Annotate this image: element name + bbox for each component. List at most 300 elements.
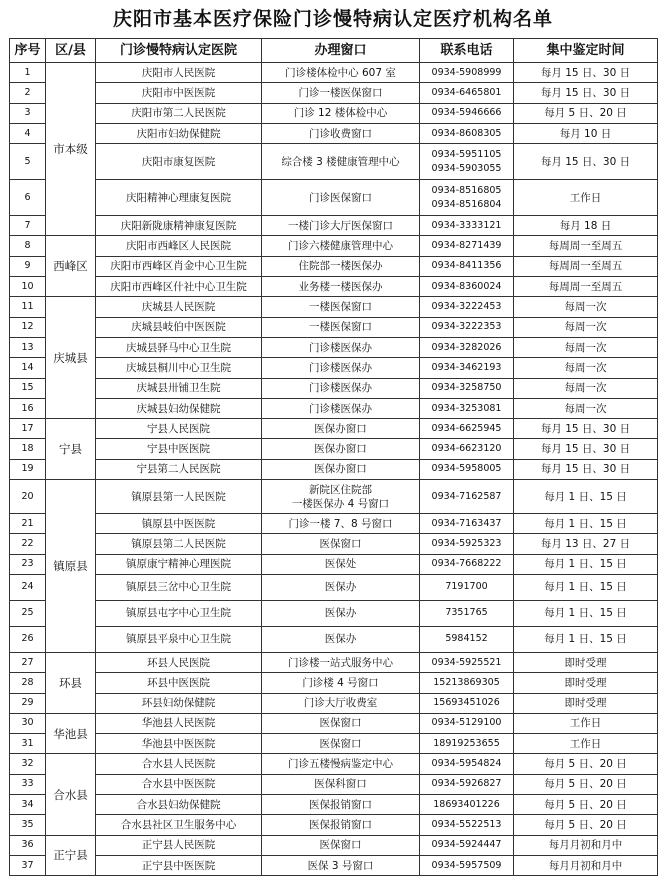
table-row — [10, 103, 658, 123]
hospital-cell: 庆城县驿马中心卫生院 — [96, 337, 262, 357]
hospital-cell: 庆城县桐川中心卫生院 — [96, 358, 262, 378]
window-line: 门诊楼一站式服务中心 — [288, 656, 393, 669]
window-cell — [262, 835, 420, 855]
table-row — [10, 574, 658, 600]
phone-line: 0934-8360024 — [431, 280, 502, 292]
window-cell — [262, 673, 420, 693]
time-cell: 工作日 — [514, 734, 658, 754]
window-line: 医保办窗口 — [314, 463, 367, 476]
phone-cell — [420, 534, 514, 554]
seq-cell: 35 — [10, 815, 46, 835]
seq-cell: 33 — [10, 774, 46, 794]
seq-cell: 37 — [10, 855, 46, 875]
phone-cell — [420, 713, 514, 733]
seq-cell: 21 — [10, 514, 46, 534]
window-cell — [262, 734, 420, 754]
window-cell — [262, 123, 420, 143]
window-line: 医保窗口 — [319, 737, 362, 750]
window-line: 门诊楼医保办 — [309, 382, 372, 395]
hospital-cell: 镇原县屯字中心卫生院 — [96, 600, 262, 626]
window-cell — [262, 713, 420, 733]
window-cell — [262, 236, 420, 256]
window-cell — [262, 83, 420, 103]
hospital-cell: 镇原康宁精神心理医院 — [96, 554, 262, 574]
phone-line: 0934-5957509 — [431, 859, 502, 871]
window-cell — [262, 514, 420, 534]
table-row — [10, 600, 658, 626]
header-county: 区/县 — [46, 39, 96, 63]
phone-cell — [420, 673, 514, 693]
seq-cell: 28 — [10, 673, 46, 693]
phone-cell — [420, 734, 514, 754]
phone-line: 0934-5926827 — [431, 778, 502, 790]
page-title: 庆阳市基本医疗保险门诊慢特病认定医疗机构名单 — [112, 8, 553, 30]
window-line: 医保办 — [324, 633, 357, 646]
phone-line: 0934-3222353 — [431, 321, 502, 333]
seq-cell: 19 — [10, 459, 46, 479]
hospital-cell: 正宁县中医医院 — [96, 855, 262, 875]
window-line: 门诊六楼健康管理中心 — [288, 240, 393, 253]
window-line: 门诊一楼 7、8 号窗口 — [288, 517, 393, 530]
window-line: 医保报销窗口 — [309, 798, 372, 811]
seq-cell: 34 — [10, 795, 46, 815]
seq-cell: 17 — [10, 419, 46, 439]
seq-cell: 24 — [10, 574, 46, 600]
hospital-cell: 庆阳市妇幼保健院 — [96, 123, 262, 143]
window-line: 医保 3 号窗口 — [307, 859, 374, 872]
window-cell — [262, 180, 420, 216]
window-cell — [262, 754, 420, 774]
seq-cell: 25 — [10, 600, 46, 626]
hospital-cell: 庆阳新陇康精神康复医院 — [96, 216, 262, 236]
table-row — [10, 317, 658, 337]
window-cell — [262, 337, 420, 357]
window-cell — [262, 256, 420, 276]
table-row — [10, 337, 658, 357]
phone-cell — [420, 835, 514, 855]
phone-cell — [420, 144, 514, 180]
time-cell: 每周一次 — [514, 378, 658, 398]
hospital-cell: 环县妇幼保健院 — [96, 693, 262, 713]
table-row — [10, 795, 658, 815]
phone-cell — [420, 514, 514, 534]
window-cell — [262, 652, 420, 672]
phone-cell — [420, 256, 514, 276]
county-cell: 西峰区 — [46, 236, 96, 297]
time-cell: 每月 5 日、20 日 — [514, 774, 658, 794]
phone-cell — [420, 693, 514, 713]
phone-line: 0934-8608305 — [431, 127, 502, 139]
hospital-cell: 镇原县中医医院 — [96, 514, 262, 534]
seq-cell: 22 — [10, 534, 46, 554]
table-row — [10, 754, 658, 774]
window-line: 业务楼一楼医保办 — [298, 280, 383, 293]
table-row — [10, 534, 658, 554]
header-time: 集中鉴定时间 — [514, 39, 658, 63]
county-cell: 华池县 — [46, 713, 96, 754]
header-phone: 联系电话 — [420, 39, 514, 63]
county-cell: 市本级 — [46, 63, 96, 236]
phone-line: 5984152 — [445, 633, 488, 645]
phone-line: 0934-3333121 — [431, 219, 502, 231]
phone-cell — [420, 459, 514, 479]
time-cell: 每周周一至周五 — [514, 277, 658, 297]
phone-cell — [420, 358, 514, 378]
table-row — [10, 734, 658, 754]
hospital-cell: 环县人民医院 — [96, 652, 262, 672]
window-cell — [262, 480, 420, 514]
phone-cell — [420, 297, 514, 317]
time-cell: 工作日 — [514, 180, 658, 216]
seq-cell: 3 — [10, 103, 46, 123]
phone-cell — [420, 317, 514, 337]
window-cell — [262, 554, 420, 574]
hospital-cell: 华池县人民医院 — [96, 713, 262, 733]
window-cell — [262, 378, 420, 398]
time-cell: 每月 1 日、15 日 — [514, 600, 658, 626]
hospital-cell: 镇原县三岔中心卫生院 — [96, 574, 262, 600]
time-cell: 每月 13 日、27 日 — [514, 534, 658, 554]
window-cell — [262, 103, 420, 123]
table-row — [10, 480, 658, 514]
phone-line: 0934-3258750 — [431, 382, 502, 394]
window-line: 门诊大厅收费室 — [303, 697, 378, 710]
seq-cell: 2 — [10, 83, 46, 103]
hospital-cell: 合水县中医医院 — [96, 774, 262, 794]
seq-cell: 15 — [10, 378, 46, 398]
hospital-cell: 合水县妇幼保健院 — [96, 795, 262, 815]
time-cell: 每周一次 — [514, 297, 658, 317]
hospital-cell: 庆阳市人民医院 — [96, 63, 262, 83]
window-cell — [262, 855, 420, 875]
table-row — [10, 713, 658, 733]
hospital-cell: 合水县社区卫生服务中心 — [96, 815, 262, 835]
time-cell: 每月 1 日、15 日 — [514, 574, 658, 600]
window-cell — [262, 439, 420, 459]
phone-cell — [420, 626, 514, 652]
table-row — [10, 83, 658, 103]
county-cell: 环县 — [46, 652, 96, 713]
table-row — [10, 855, 658, 875]
window-cell — [262, 297, 420, 317]
phone-cell — [420, 855, 514, 875]
phone-line: 0934-6625945 — [431, 422, 502, 434]
hospital-cell: 庆阳精神心理康复医院 — [96, 180, 262, 216]
hospital-cell: 宁县中医医院 — [96, 439, 262, 459]
phone-line: 18693401226 — [433, 798, 500, 810]
time-cell: 每周一次 — [514, 358, 658, 378]
window-line: 门诊楼医保办 — [309, 361, 372, 374]
phone-cell — [420, 236, 514, 256]
phone-line: 0934-6623120 — [431, 443, 502, 455]
phone-cell — [420, 419, 514, 439]
hospital-cell: 庆阳市中医医院 — [96, 83, 262, 103]
window-cell — [262, 216, 420, 236]
table-row — [10, 652, 658, 672]
time-cell: 每月 1 日、15 日 — [514, 554, 658, 574]
time-cell: 每周周一至周五 — [514, 236, 658, 256]
phone-line: 0934-5946666 — [431, 107, 502, 119]
time-cell: 每月 15 日、30 日 — [514, 419, 658, 439]
window-line: 综合楼 3 楼健康管理中心 — [281, 155, 400, 168]
time-cell: 每周周一至周五 — [514, 256, 658, 276]
table-row — [10, 256, 658, 276]
phone-cell — [420, 652, 514, 672]
phone-cell — [420, 378, 514, 398]
time-cell: 每月 15 日、30 日 — [514, 63, 658, 83]
window-line: 门诊楼医保办 — [309, 402, 372, 415]
phone-cell — [420, 480, 514, 514]
phone-cell — [420, 774, 514, 794]
seq-cell: 5 — [10, 144, 46, 180]
time-cell: 每月 10 日 — [514, 123, 658, 143]
phone-cell — [420, 216, 514, 236]
window-cell — [262, 144, 420, 180]
phone-cell — [420, 180, 514, 216]
phone-line: 0934-5522513 — [431, 818, 502, 830]
window-line: 门诊楼体检中心 607 室 — [285, 66, 396, 79]
window-line: 医保办窗口 — [314, 422, 367, 435]
seq-cell: 6 — [10, 180, 46, 216]
hospital-cell: 宁县人民医院 — [96, 419, 262, 439]
table-row — [10, 693, 658, 713]
table-row — [10, 277, 658, 297]
window-cell — [262, 693, 420, 713]
window-cell — [262, 277, 420, 297]
window-cell — [262, 795, 420, 815]
phone-cell — [420, 600, 514, 626]
county-cell: 正宁县 — [46, 835, 96, 876]
phone-line: 0934-8516805 — [431, 184, 502, 196]
phone-cell — [420, 123, 514, 143]
time-cell: 每月 15 日、30 日 — [514, 83, 658, 103]
phone-cell — [420, 439, 514, 459]
phone-line: 0934-7668222 — [431, 558, 502, 570]
window-line: 医保窗口 — [319, 537, 362, 550]
time-cell: 每周一次 — [514, 337, 658, 357]
seq-cell: 23 — [10, 554, 46, 574]
phone-line: 0934-3253081 — [431, 402, 502, 414]
hospital-cell: 镇原县第二人民医院 — [96, 534, 262, 554]
table-row — [10, 63, 658, 83]
phone-line: 0934-8271439 — [431, 240, 502, 252]
window-cell — [262, 63, 420, 83]
hospital-cell: 庆城县人民医院 — [96, 297, 262, 317]
time-cell: 每月 1 日、15 日 — [514, 514, 658, 534]
hospital-cell: 华池县中医医院 — [96, 734, 262, 754]
header-seq: 序号 — [10, 39, 46, 63]
phone-cell — [420, 83, 514, 103]
hospital-cell: 庆阳市康复医院 — [96, 144, 262, 180]
window-line: 医保窗口 — [319, 839, 362, 852]
time-cell: 每周一次 — [514, 398, 658, 418]
phone-line: 0934-7163437 — [431, 517, 502, 529]
phone-line: 0934-5954824 — [431, 758, 502, 770]
seq-cell: 26 — [10, 626, 46, 652]
hospital-cell: 庆城县岐伯中医医院 — [96, 317, 262, 337]
window-line: 门诊一楼医保窗口 — [298, 86, 383, 99]
hospital-table — [9, 38, 658, 876]
phone-line: 0934-5908999 — [431, 66, 502, 78]
table-row — [10, 236, 658, 256]
hospital-cell: 庆阳市第二人民医院 — [96, 103, 262, 123]
phone-line: 0934-5958005 — [431, 463, 502, 475]
seq-cell: 16 — [10, 398, 46, 418]
window-cell — [262, 459, 420, 479]
seq-cell: 9 — [10, 256, 46, 276]
window-cell — [262, 534, 420, 554]
hospital-cell: 镇原县第一人民医院 — [96, 480, 262, 514]
table-row — [10, 514, 658, 534]
window-line: 一楼门诊大厅医保窗口 — [288, 219, 393, 232]
window-line: 医保报销窗口 — [309, 818, 372, 831]
phone-cell — [420, 103, 514, 123]
table-row — [10, 774, 658, 794]
phone-cell — [420, 574, 514, 600]
window-line: 医保处 — [324, 558, 357, 571]
window-line: 门诊五楼慢病鉴定中心 — [288, 758, 393, 771]
time-cell: 即时受理 — [514, 693, 658, 713]
time-cell: 每月 15 日、30 日 — [514, 144, 658, 180]
time-cell: 每月 15 日、30 日 — [514, 439, 658, 459]
phone-line: 0934-3282026 — [431, 341, 502, 353]
time-cell: 每月 5 日、20 日 — [514, 754, 658, 774]
seq-cell: 12 — [10, 317, 46, 337]
seq-cell: 13 — [10, 337, 46, 357]
window-line: 医保办 — [324, 607, 357, 620]
hospital-cell: 镇原县平泉中心卫生院 — [96, 626, 262, 652]
time-cell: 每月月初和月中 — [514, 855, 658, 875]
window-cell — [262, 358, 420, 378]
window-line: 医保科窗口 — [314, 778, 367, 791]
window-line: 门诊楼医保办 — [309, 341, 372, 354]
hospital-cell: 庆城县卅铺卫生院 — [96, 378, 262, 398]
phone-cell — [420, 398, 514, 418]
table-row — [10, 673, 658, 693]
county-cell: 庆城县 — [46, 297, 96, 419]
table-row — [10, 398, 658, 418]
window-line: 医保办窗口 — [314, 443, 367, 456]
window-line: 门诊医保窗口 — [309, 191, 372, 204]
seq-cell: 4 — [10, 123, 46, 143]
table-row — [10, 459, 658, 479]
table-row — [10, 358, 658, 378]
phone-cell — [420, 815, 514, 835]
hospital-cell: 合水县人民医院 — [96, 754, 262, 774]
header-window: 办理窗口 — [262, 39, 420, 63]
table-row — [10, 216, 658, 236]
window-line: 医保窗口 — [319, 717, 362, 730]
phone-line: 0934-5925323 — [431, 537, 502, 549]
phone-cell — [420, 554, 514, 574]
phone-line: 15213869305 — [433, 676, 500, 688]
phone-line: 0934-7162587 — [431, 490, 502, 502]
window-line: 新院区住院部 — [309, 483, 372, 496]
phone-line: 7191700 — [445, 581, 488, 593]
hospital-cell: 环县中医医院 — [96, 673, 262, 693]
phone-line: 0934-5924447 — [431, 839, 502, 851]
window-cell — [262, 398, 420, 418]
time-cell: 每月月初和月中 — [514, 835, 658, 855]
window-line: 一楼医保窗口 — [309, 301, 372, 314]
phone-line: 0934-5925521 — [431, 656, 502, 668]
time-cell: 每月 5 日、20 日 — [514, 815, 658, 835]
window-line: 住院部一楼医保办 — [298, 260, 383, 273]
hospital-cell: 庆阳市西峰区人民医院 — [96, 236, 262, 256]
phone-line: 0934-5903055 — [431, 162, 502, 174]
time-cell: 工作日 — [514, 713, 658, 733]
window-cell — [262, 815, 420, 835]
seq-cell: 18 — [10, 439, 46, 459]
phone-line: 0934-6465801 — [431, 86, 502, 98]
table-body — [10, 63, 658, 876]
time-cell: 即时受理 — [514, 673, 658, 693]
window-cell — [262, 600, 420, 626]
phone-cell — [420, 277, 514, 297]
hospital-cell: 庆阳市西峰区肖金中心卫生院 — [96, 256, 262, 276]
time-cell: 每周一次 — [514, 317, 658, 337]
window-cell — [262, 774, 420, 794]
seq-cell: 10 — [10, 277, 46, 297]
window-line: 门诊楼 4 号窗口 — [302, 676, 379, 689]
window-cell — [262, 419, 420, 439]
seq-cell: 32 — [10, 754, 46, 774]
window-line: 医保办 — [324, 581, 357, 594]
phone-line: 0934-5951105 — [431, 148, 502, 160]
window-cell — [262, 574, 420, 600]
phone-cell — [420, 795, 514, 815]
window-cell — [262, 626, 420, 652]
phone-line: 0934-8516804 — [431, 198, 502, 210]
seq-cell: 14 — [10, 358, 46, 378]
phone-line: 18919253655 — [433, 737, 500, 749]
seq-cell: 30 — [10, 713, 46, 733]
phone-cell — [420, 337, 514, 357]
time-cell: 每月 5 日、20 日 — [514, 795, 658, 815]
hospital-cell: 庆城县妇幼保健院 — [96, 398, 262, 418]
table-row — [10, 297, 658, 317]
window-line: 一楼医保办 4 号窗口 — [291, 497, 390, 510]
time-cell: 每月 18 日 — [514, 216, 658, 236]
table-row — [10, 419, 658, 439]
phone-line: 7351765 — [445, 607, 488, 619]
time-cell: 每月 15 日、30 日 — [514, 459, 658, 479]
window-cell — [262, 317, 420, 337]
phone-cell — [420, 754, 514, 774]
window-line: 门诊 12 楼体检中心 — [293, 107, 388, 120]
time-cell: 每月 5 日、20 日 — [514, 103, 658, 123]
phone-line: 0934-8411356 — [431, 260, 502, 272]
phone-line: 0934-5129100 — [431, 717, 502, 729]
phone-line: 0934-3222453 — [431, 301, 502, 313]
seq-cell: 31 — [10, 734, 46, 754]
table-row — [10, 835, 658, 855]
table-row — [10, 378, 658, 398]
hospital-cell: 正宁县人民医院 — [96, 835, 262, 855]
header-hospital: 门诊慢特病认定医院 — [96, 39, 262, 63]
time-cell: 即时受理 — [514, 652, 658, 672]
window-line: 门诊收费窗口 — [309, 127, 372, 140]
seq-cell: 8 — [10, 236, 46, 256]
phone-cell — [420, 63, 514, 83]
seq-cell: 27 — [10, 652, 46, 672]
table-row — [10, 626, 658, 652]
seq-cell: 20 — [10, 480, 46, 514]
hospital-cell: 庆阳市西峰区什社中心卫生院 — [96, 277, 262, 297]
table-row — [10, 439, 658, 459]
time-cell: 每月 1 日、15 日 — [514, 626, 658, 652]
table-row — [10, 180, 658, 216]
